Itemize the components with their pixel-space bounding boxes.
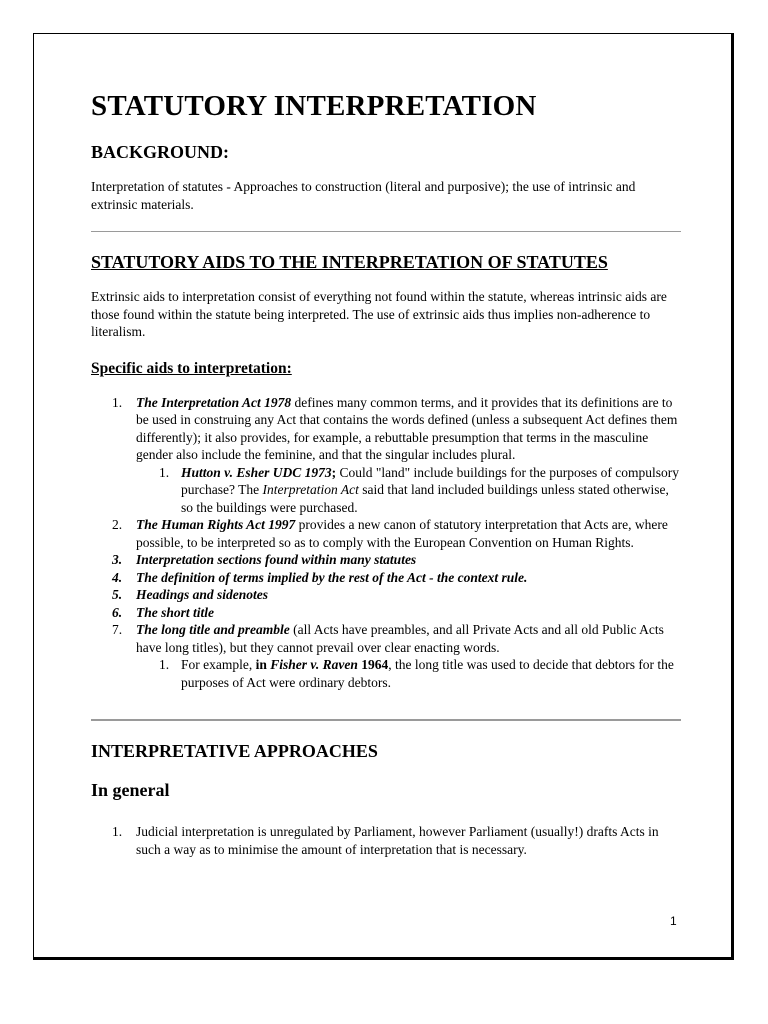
page-content	[91, 89, 681, 858]
approaches-list	[91, 823, 681, 858]
aids-heading: STATUTORY AIDS TO THE INTERPRETATION OF STATUTES	[91, 252, 608, 272]
list-item: 1. The Interpretation Act 1978 defines many common terms, and it provides that its definitions are to be used in construing any Act that contains the words defined (unless a subsequent Act defines them differently); it also provides, for example, a rebuttable presumption that terms in the masculine gender also include the feminine, and that the singular includes plural.	[112, 394, 678, 462]
background-text: Interpretation of statutes - Approaches to construction (literal and purposive); the use of intrinsic and extrinsic materials.	[91, 179, 636, 212]
list-item: 3. Interpretation sections found within many statutes	[112, 552, 417, 567]
list-item: 7. The long title and preamble (all Acts have preambles, and all Private Acts and all old Public Acts have long titles), but they cannot prevail over clear enacting words.	[112, 622, 664, 655]
list-item: 5. Headings and sidenotes	[112, 587, 269, 602]
page-number: 1	[670, 914, 677, 928]
list-item: 1. For example, in Fisher v. Raven 1964, the long title was used to decide that debtors for the purposes of Act were ordinary debtors.	[159, 657, 674, 690]
specific-aids-list	[91, 394, 681, 692]
section-divider	[91, 719, 681, 721]
background-heading: BACKGROUND:	[91, 142, 229, 162]
in-general-heading: In general	[91, 780, 170, 800]
list-item: 2. The Human Rights Act 1997 provides a new canon of statutory interpretation that Acts are, where possible, to be interpreted so as to comply with the European Convention on Human Rights.	[112, 517, 668, 550]
specific-aids-heading: Specific aids to interpretation:	[91, 359, 292, 377]
list-item: 4. The definition of terms implied by the rest of the Act - the context rule.	[112, 569, 528, 585]
document-page	[33, 33, 734, 960]
page-title: STATUTORY INTERPRETATION	[91, 90, 537, 122]
aids-text: Extrinsic aids to interpretation consist of everything not found within the statute, whereas intrinsic aids are those found within the statute being interpreted. The use of extrinsic aids thus implies non-adherence to literalism.	[91, 289, 667, 339]
list-item: 1. Hutton v. Esher UDC 1973; Could "land" include buildings for the purposes of compulsory purchase? The Interpretation Act said that land included buildings unless stated otherwise, so the buildings were purchased.	[159, 464, 680, 515]
list-item: 6. The short title	[112, 604, 215, 620]
approaches-heading: INTERPRETATIVE APPROACHES	[91, 741, 378, 761]
section-divider	[91, 231, 681, 232]
list-item: 1. Judicial interpretation is unregulated by Parliament, however Parliament (usually!) drafts Acts in such a way as to minimise the amount of interpretation that is necessary.	[112, 824, 659, 857]
